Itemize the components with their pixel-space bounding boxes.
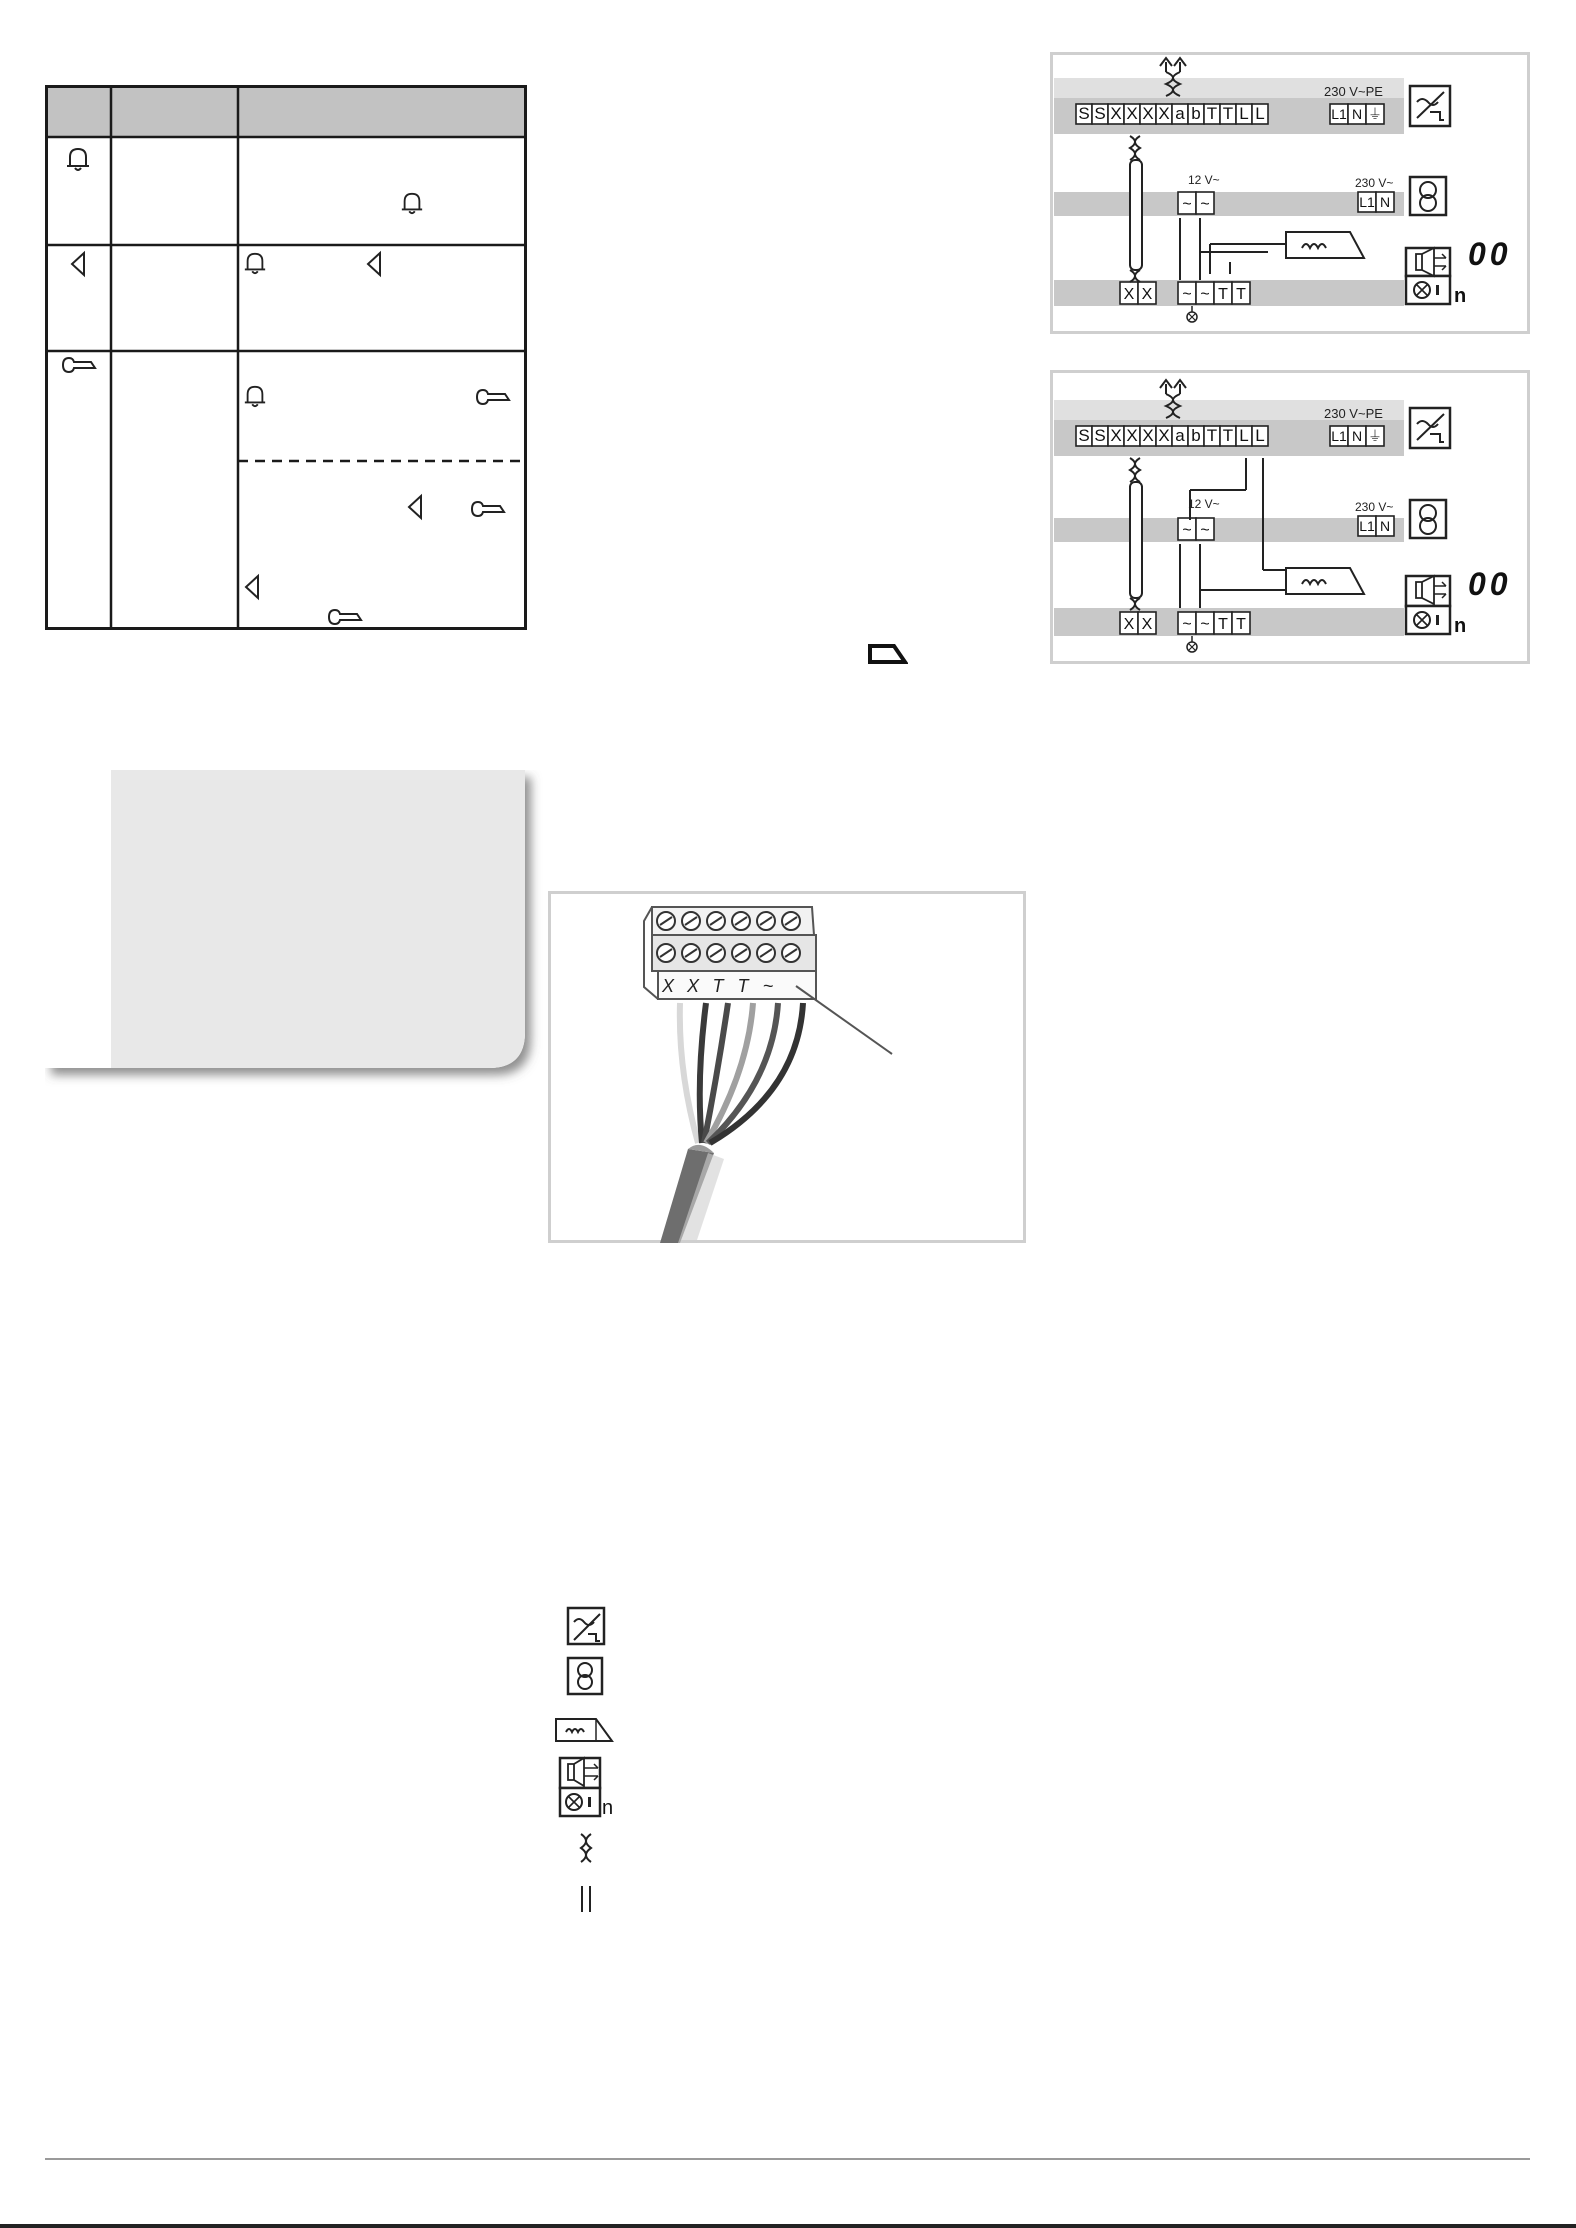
bottom-terminal-label: X: [1141, 616, 1153, 633]
bell-icon: [400, 190, 424, 216]
supply-label: 12 V~: [1188, 173, 1220, 187]
bottom-terminal-label: T: [1218, 286, 1228, 303]
bottom-terminal-label: X: [1123, 616, 1135, 633]
terminal-label: X: [1110, 104, 1122, 123]
terminal-label: L: [1255, 104, 1265, 123]
connector-terminal-letter: T: [712, 976, 724, 996]
aux-voltage-label: 230 V~: [1355, 176, 1394, 190]
legend: [548, 1600, 668, 1920]
bottom-terminal-label: ~: [1200, 286, 1210, 303]
supply-terminal-label: ~: [1182, 196, 1192, 213]
terminal-label: T: [1222, 426, 1234, 445]
bell-icon: [243, 250, 267, 276]
supply-terminal-label: ~: [1182, 522, 1192, 539]
mains-terminal-label: L1: [1331, 106, 1347, 122]
key-icon: [470, 499, 506, 519]
counter-letter: n: [1454, 285, 1467, 307]
mains-terminal-label: N: [1351, 106, 1363, 122]
counter-letter: n: [602, 1797, 614, 1819]
bottom-terminal-label: X: [1141, 286, 1153, 303]
key-icon: [61, 355, 97, 375]
footer-rule: [45, 2158, 1530, 2160]
bottom-terminal-label: T: [1218, 616, 1228, 633]
terminal-label: X: [1158, 426, 1170, 445]
terminal-label: X: [1110, 426, 1122, 445]
connector-illustration: [548, 891, 1026, 1243]
terminal-label: X: [1126, 426, 1138, 445]
speaker-icon: [364, 250, 384, 278]
display-digits: 00: [1468, 566, 1512, 602]
mains-terminal-label: L1: [1331, 428, 1347, 444]
connector-terminal-letter: ~: [762, 976, 774, 996]
display-unit-icon: [558, 1756, 628, 1822]
bottom-terminal-label: T: [1236, 616, 1246, 633]
aux-terminal-label: L1: [1359, 518, 1375, 534]
speaker-icon: [242, 573, 262, 601]
terminal-label: L: [1255, 426, 1265, 445]
power-supply-icon: [566, 1606, 608, 1648]
terminal-label: S: [1078, 426, 1090, 445]
terminal-label: T: [1222, 104, 1234, 123]
mains-label: 230 V~PE: [1324, 84, 1383, 99]
terminal-label: S: [1094, 104, 1106, 123]
mains-terminal-label: ⏚: [1368, 106, 1382, 122]
display-digits: 00: [1468, 236, 1512, 272]
mains-terminal-label: N: [1351, 428, 1363, 444]
supply-label: 12 V~: [1188, 497, 1220, 511]
terminal-label: a: [1175, 426, 1185, 445]
connector-terminal-letter: X: [661, 976, 675, 996]
terminal-label: a: [1175, 104, 1185, 123]
transformer-icon: [566, 1656, 606, 1696]
key-icon: [327, 607, 363, 627]
door-opener-icon: [554, 1716, 616, 1744]
wiring-diagram-1: [1050, 52, 1530, 334]
terminal-label: b: [1191, 426, 1201, 445]
connector-terminal-letter: X: [686, 976, 700, 996]
function-table: [45, 85, 527, 630]
aux-terminal-label: N: [1379, 518, 1391, 534]
counter-letter: n: [1454, 615, 1467, 637]
key-icon: [475, 387, 511, 407]
terminal-label: X: [1142, 426, 1154, 445]
bottom-terminal-label: T: [1236, 286, 1246, 303]
bottom-edge-rule: [0, 2224, 1576, 2228]
terminal-label: S: [1078, 104, 1090, 123]
terminal-label: L: [1239, 426, 1249, 445]
terminal-strip: [1076, 104, 1268, 124]
bell-icon: [65, 145, 91, 173]
terminal-label: T: [1206, 104, 1218, 123]
bell-icon: [243, 383, 267, 409]
terminal-label: X: [1126, 104, 1138, 123]
note-box: [45, 770, 525, 1070]
bottom-terminal-label: X: [1123, 286, 1135, 303]
supply-terminal-label: ~: [1200, 196, 1210, 213]
aux-terminal-label: N: [1379, 194, 1391, 210]
tag-icon: [868, 643, 908, 665]
terminal-label: b: [1191, 104, 1201, 123]
bottom-terminal-label: ~: [1182, 616, 1192, 633]
aux-voltage-label: 230 V~: [1355, 500, 1394, 514]
parallel-wires-icon: [576, 1884, 596, 1914]
terminal-label: S: [1094, 426, 1106, 445]
mains-label: 230 V~PE: [1324, 406, 1383, 421]
bottom-terminal-label: ~: [1200, 616, 1210, 633]
bottom-terminal-label: ~: [1182, 286, 1192, 303]
connector-terminal-letter: T: [737, 976, 749, 996]
supply-terminal-label: ~: [1200, 522, 1210, 539]
speaker-icon: [405, 493, 425, 521]
twisted-pair-icon: [576, 1832, 596, 1864]
wiring-diagram-2: [1050, 370, 1530, 664]
mains-terminal-label: ⏚: [1368, 428, 1382, 444]
terminal-label: X: [1142, 104, 1154, 123]
terminal-label: X: [1158, 104, 1170, 123]
terminal-label: T: [1206, 426, 1218, 445]
speaker-icon: [68, 250, 88, 278]
terminal-label: L: [1239, 104, 1249, 123]
aux-terminal-label: L1: [1359, 194, 1375, 210]
